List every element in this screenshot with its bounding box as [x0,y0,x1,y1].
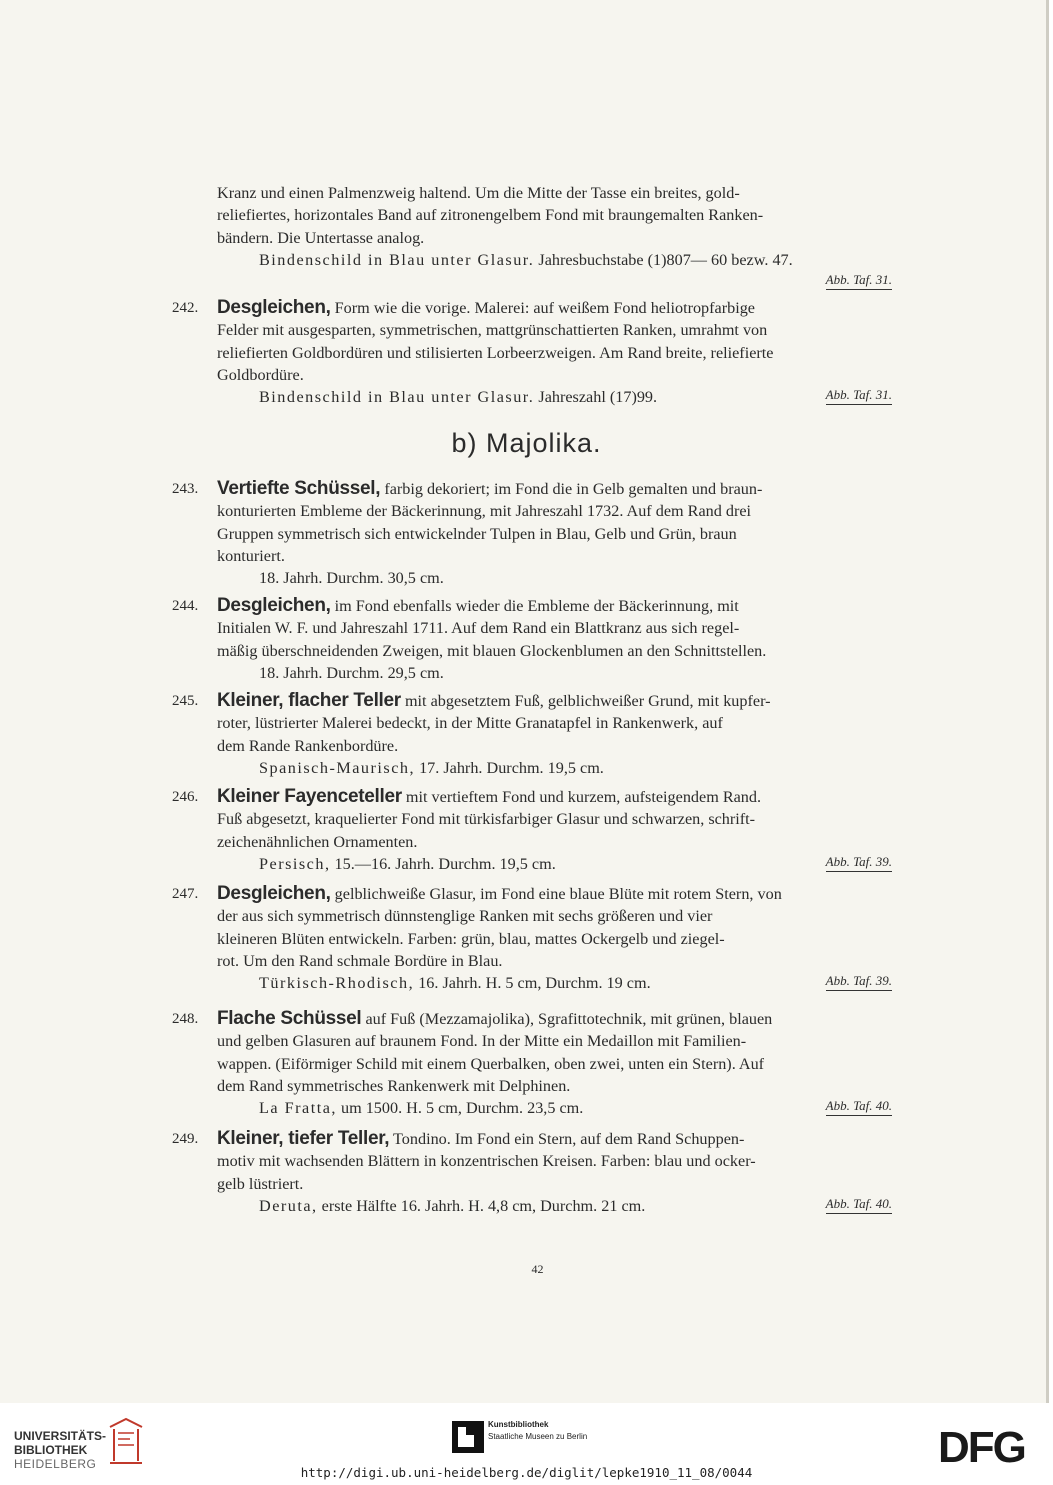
entry-line: Goldbordüre. [217,365,304,384]
entry-meta [217,853,892,875]
intro-line: Kranz und einen Palmenzweig haltend. Um die Mitte der Tasse ein breites, gold- [217,184,740,202]
entry-first-line [217,297,892,319]
entry-heading: Vertiefte Schüssel, [217,478,381,499]
entry-heading: Kleiner, flacher Teller [217,690,401,711]
entry-plate-ref: Abb. Taf. 39. [826,972,892,991]
viewer-footer [0,1403,1053,1485]
entry-number: 242. [172,300,199,316]
entry-line: gelb lüstriert. [217,1174,304,1193]
entry-line: der aus sich symmetrisch dünnstenglige Ranken mit sechs größeren und vier [217,907,713,926]
entry-meta [217,662,892,684]
dfg-logo[interactable]: DFG [938,1423,1025,1472]
entry-meta-mark: Bindenschild in Blau unter Glasur. [259,388,535,407]
entry-number: 244. [172,598,199,614]
university-mark-icon [106,1417,146,1469]
entry-line: Fuß abgesetzt, kraquelierter Fond mit türkisfarbiger Glasur und schwarzen, schrift- [217,810,756,829]
entry-line: konturierten Embleme der Bäckerinnung, mit Jahreszahl 1732. Auf dem Rand drei [217,502,752,521]
entry-heading: Kleiner, tiefer Teller, [217,1128,390,1149]
entry-first-line [217,786,892,808]
entry-number: 247. [172,886,199,902]
entry-plate-ref: Abb. Taf. 39. [826,853,892,872]
kb-subtitle: Staatliche Museen zu Berlin [488,1432,588,1441]
entry-plate-ref: Abb. Taf. 40. [826,1195,892,1214]
entry-first-line [217,1128,892,1150]
entry-number: 243. [172,481,199,497]
permalink-url[interactable]: http://digi.ub.uni-heidelberg.de/diglit/lepke1910_11_08/0044 [300,1465,753,1480]
entry-line: motiv mit wachsenden Blättern in konzentrischen Kreisen. Farben: blau und ocker- [217,1152,756,1171]
entry-meta [217,757,892,779]
entry-first-text: gelblichweiße Glasur, im Fond eine blaue Blüte mit rotem Stern, von [330,885,782,903]
kb-title: Kunstbibliothek [488,1420,549,1429]
entry-heading: Desgleichen, [217,883,331,904]
entry-line: zeichenähnlichen Ornamenten. [217,832,418,851]
entry-number: 245. [172,693,199,709]
entry-line: und gelben Glasuren auf braunem Fond. In der Mitte ein Medaillon mit Familien- [217,1032,747,1051]
catalog-entry-242 [172,297,892,408]
entry-first-line [217,478,892,500]
intro-entry [217,182,892,293]
entry-line: Felder mit ausgesparten, symmetrischen, mattgrünschattierten Ranken, umrahmt von [217,321,768,340]
entry-line: kleineren Blüten entwickeln. Farben: grün, blau, mattes Ockergelb und ziegel- [217,929,725,948]
intro-ref-row [217,271,892,293]
entry-meta [217,1195,892,1217]
entry-meta-mark: Türkisch-Rhodisch, [259,974,415,993]
page-number: 42 [531,1262,544,1276]
entry-first-text: im Fond ebenfalls wieder die Embleme der Bäckerinnung, mit [330,597,739,615]
entry-line: dem Rande Rankenbordüre. [217,736,399,755]
intro-meta-rest: Jahresbuchstabe (1)807— 60 bezw. 47. [538,250,793,269]
entry-first-text: Tondino. Im Fond ein Stern, auf dem Rand Schuppen- [389,1130,745,1148]
entry-meta-mark: La Fratta, [259,1099,337,1118]
entry-number: 249. [172,1131,199,1147]
catalog-entry-248 [172,1008,892,1119]
entry-meta-rest: Jahreszahl (17)99. [538,388,658,407]
intro-plate-ref: Abb. Taf. 31. [826,271,892,290]
entry-heading: Desgleichen, [217,595,331,616]
entry-line: dem Rand symmetrisches Rankenwerk mit Delphinen. [217,1076,571,1095]
entry-number: 246. [172,789,199,805]
catalog-entry-246 [172,786,892,875]
uni-logo-line: HEIDELBERG [14,1457,97,1471]
entry-number: 248. [172,1011,199,1027]
entry-first-text: Form wie die vorige. Malerei: auf weißem Fond heliotropfarbige [330,299,755,317]
entry-line: roter, lüstrierter Malerei bedeckt, in der Mitte Granatapfel in Rankenwerk, auf [217,714,723,733]
entry-meta [217,972,892,994]
entry-line: reliefierten Goldbordüren und stilisierten Lorbeerzweigen. Am Rand breite, reliefierte [217,343,774,362]
entry-first-line [217,1008,892,1030]
entry-meta-rest: 18. Jahrh. Durchm. 30,5 cm. [259,569,444,588]
entry-plate-ref: Abb. Taf. 40. [826,1097,892,1116]
entry-line: konturiert. [217,546,285,565]
catalog-entry-245 [172,690,892,779]
intro-line: bändern. Die Untertasse analog. [217,228,425,247]
section-title: b) Majolika. [451,428,602,458]
intro-meta [217,249,892,271]
entry-meta [217,567,892,589]
entry-meta-rest: 16. Jahrh. H. 5 cm, Durchm. 19 cm. [418,974,651,993]
entry-meta-rest: erste Hälfte 16. Jahrh. H. 4,8 cm, Durchm. 21 cm. [321,1196,646,1215]
entry-line: Initialen W. F. und Jahreszahl 1711. Auf dem Rand ein Blattkranz aus sich regel- [217,619,740,638]
entry-first-line [217,690,892,712]
entry-meta [217,1097,892,1119]
entry-first-text: auf Fuß (Mezzamajolika), Sgrafittotechnik, mit grünen, blauen [361,1010,773,1028]
entry-first-text: farbig dekoriert; im Fond die in Gelb gemalten und braun- [380,480,763,498]
entry-line: wappen. (Eiförmiger Schild mit einem Querbalken, oben zwei, unten ein Stern). Auf [217,1054,765,1073]
entry-plate-ref: Abb. Taf. 31. [826,386,892,405]
uni-logo-line: BIBLIOTHEK [14,1443,88,1457]
kunstbibliothek-text [488,1419,587,1443]
catalog-entry-244 [172,595,892,684]
entry-line: Gruppen symmetrisch sich entwickelnder Tulpen in Blau, Gelb und Grün, braun [217,524,737,543]
entry-heading: Desgleichen, [217,297,331,318]
entry-first-text: mit vertieftem Fond und kurzem, aufsteigendem Rand. [401,788,762,806]
entry-meta-rest: um 1500. H. 5 cm, Durchm. 23,5 cm. [340,1099,584,1118]
entry-meta-mark: Deruta, [259,1196,318,1215]
entry-heading: Kleiner Fayenceteller [217,786,402,807]
uni-logo-line: UNIVERSITÄTS- [14,1429,107,1443]
entry-meta-mark: Persisch, [259,854,331,873]
entry-meta-rest: 15.—16. Jahrh. Durchm. 19,5 cm. [334,854,556,873]
entry-meta-mark: Spanisch-Maurisch, [259,758,416,777]
entry-first-line [217,595,892,617]
catalog-entry-249 [172,1128,892,1217]
intro-line: reliefiertes, horizontales Band auf zitronengelbem Fond mit braungemalten Ranken- [217,206,764,225]
catalog-entry-247 [172,883,892,994]
entry-line: rot. Um den Rand schmale Bordüre in Blau. [217,951,503,970]
entry-first-line [217,883,892,905]
entry-first-text: mit abgesetztem Fuß, gelblichweißer Grund, mit kupfer- [400,692,771,710]
intro-meta-mark: Bindenschild in Blau unter Glasur. [259,250,535,269]
entry-meta-rest: 17. Jahrh. Durchm. 19,5 cm. [419,758,604,777]
kunstbibliothek-logo-icon [452,1421,484,1453]
catalog-entry-243 [172,478,892,589]
entry-heading: Flache Schüssel [217,1008,362,1029]
entry-line: mäßig überschneidenden Zweigen, mit blauen Glockenblumen an den Schnittstellen. [217,641,767,660]
entry-meta [217,386,892,408]
entry-meta-rest: 18. Jahrh. Durchm. 29,5 cm. [259,663,444,682]
